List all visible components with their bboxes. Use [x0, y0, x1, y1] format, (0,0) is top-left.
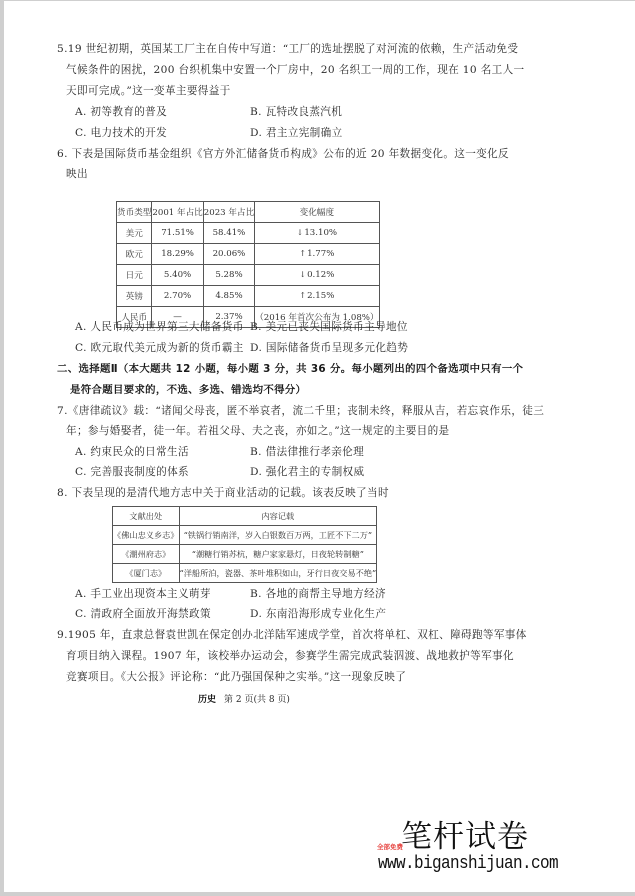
arrow-up-icon: ↑ — [299, 249, 307, 258]
table-row — [113, 564, 377, 583]
q9-stem-line-2: 育项目纳入课程。1907 年，该校举办运动会，参赛学生需完成武装泅渡、战地救护等军事化 — [66, 650, 514, 662]
change-value: 0.12% — [307, 270, 335, 280]
header-currency-type: 货币类型 — [117, 202, 152, 223]
header-content: 内容记载 — [179, 507, 377, 526]
source-cell: 《厦门志》 — [113, 564, 180, 583]
share-2001: — — [152, 307, 203, 328]
q6-stem-line-1: 6. 下表是国际货币基金组织《官方外汇储备货币构成》公布的近 20 年数据变化。这一变化反 — [57, 148, 509, 160]
share-2001: 2.70% — [152, 286, 203, 307]
q5-option-b[interactable]: B. 瓦特改良蒸汽机 — [250, 106, 343, 118]
header-2023-share: 2023 年占比 — [203, 202, 254, 223]
watermark-free-tag: 全部免费 — [377, 843, 403, 851]
q8-option-c[interactable]: C. 清政府全面放开海禁政策 — [75, 608, 211, 620]
share-2023: 20.06% — [203, 244, 254, 265]
footer-subject: 历史 — [198, 695, 217, 705]
footer-page-number: 第 2 页(共 8 页) — [224, 695, 290, 705]
currency-reserve-table — [116, 201, 380, 328]
share-2001: 18.29% — [152, 244, 203, 265]
q7-option-d[interactable]: D. 强化君主的专制权威 — [250, 466, 365, 478]
share-2023: 2.37% — [203, 307, 254, 328]
currency-name: 人民币 — [117, 307, 152, 328]
table-row — [117, 286, 380, 307]
section-2-header-line-2: 是符合题目要求的，不选、多选、错选均不得分） — [70, 384, 307, 396]
table-row — [113, 526, 377, 545]
change-value: 2.15% — [307, 291, 335, 301]
table-row — [117, 244, 380, 265]
q5-option-d[interactable]: D. 君主立宪制确立 — [250, 127, 343, 139]
q9-stem-line-1: 9.1905 年，直隶总督袁世凯在保定创办北洋陆军速成学堂，首次将单杠、双杠、障碍跑等军事体 — [57, 629, 527, 641]
currency-name: 日元 — [117, 265, 152, 286]
share-2023: 5.28% — [203, 265, 254, 286]
q7-stem-line-1: 7.《唐律疏议》载：“诸闻父母丧，匿不举哀者，流二千里；丧制未终，释服从吉，若忘哀作乐，徒三 — [57, 405, 545, 417]
change-value: 13.10% — [304, 228, 338, 238]
currency-name: 欧元 — [117, 244, 152, 265]
header-change: 变化幅度 — [255, 202, 379, 223]
source-cell: 《潮州府志》 — [113, 545, 180, 564]
source-cell: 《佛山忠义乡志》 — [113, 526, 180, 545]
q7-option-a[interactable]: A. 约束民众的日常生活 — [75, 446, 189, 458]
table-row — [117, 223, 380, 244]
share-2001: 5.40% — [152, 265, 203, 286]
currency-name: 美元 — [117, 223, 152, 244]
change-cell — [255, 286, 379, 307]
change-cell — [255, 223, 379, 244]
q5-stem-line-3: 天即可完成。”这一变革主要得益于 — [66, 85, 231, 97]
q8-stem-line-1: 8. 下表呈现的是清代地方志中关于商业活动的记载。该表反映了当时 — [57, 487, 389, 499]
local-gazetteer-table — [112, 506, 377, 583]
watermark-url: www.biganshijuan.com — [378, 853, 559, 874]
table-header-row — [113, 507, 377, 526]
content-cell: “潮糖行销苏杭，糖户家家悬灯，日夜轮转制糖” — [179, 545, 377, 564]
q6-option-d[interactable]: D. 国际储备货币呈现多元化趋势 — [250, 342, 409, 354]
share-2023: 58.41% — [203, 223, 254, 244]
share-2023: 4.85% — [203, 286, 254, 307]
change-value: （2016 年首次公布为 1.08%） — [255, 313, 379, 323]
header-source: 文献出处 — [113, 507, 180, 526]
header-2001-share: 2001 年占比 — [152, 202, 203, 223]
change-cell — [255, 265, 379, 286]
q7-option-b[interactable]: B. 借法律推行孝亲伦理 — [250, 446, 365, 458]
q6-option-a[interactable]: A. 人民币成为世界第三大储备货币 — [75, 321, 244, 333]
q6-option-b[interactable]: B. 美元已丧失国际货币主导地位 — [250, 321, 408, 333]
q5-option-c[interactable]: C. 电力技术的开发 — [75, 127, 168, 139]
arrow-up-icon: ↑ — [299, 291, 307, 300]
q6-stem-line-2: 映出 — [66, 168, 88, 180]
q7-option-c[interactable]: C. 完善服丧制度的体系 — [75, 466, 190, 478]
change-cell — [255, 244, 379, 265]
watermark-title: 笔杆试卷 — [401, 819, 529, 855]
table-header-row — [117, 202, 380, 223]
q8-option-b[interactable]: B. 各地的商帮主导地方经济 — [250, 588, 386, 600]
change-value: 1.77% — [307, 249, 335, 259]
table-row — [113, 545, 377, 564]
q5-stem-line-1: 5.19 世纪初期，英国某工厂主在自传中写道：“工厂的选址摆脱了对河流的依赖，生产活动免受 — [57, 43, 519, 55]
arrow-down-icon: ↓ — [299, 270, 307, 279]
section-2-header-line-1: 二、选择题Ⅱ（本大题共 12 小题，每小题 3 分，共 36 分。每小题列出的四个备选项中只有一个 — [57, 363, 524, 375]
q7-stem-line-2: 年；参与婚娶者，徒一年。若祖父母、夫之丧，亦如之。”这一规定的主要目的是 — [66, 425, 450, 437]
q8-option-a[interactable]: A. 手工业出现资本主义萌芽 — [75, 588, 211, 600]
page-footer — [198, 692, 290, 705]
arrow-down-icon: ↓ — [296, 228, 304, 237]
currency-name: 英镑 — [117, 286, 152, 307]
q6-option-c[interactable]: C. 欧元取代美元成为新的货币霸主 — [75, 342, 244, 354]
q5-stem-line-2: 气候条件的困扰，200 台织机集中安置一个厂房中，20 名织工一周的工作，现在 10 名工人一 — [66, 64, 525, 76]
content-cell: “洋船所泊，瓷器、茶叶堆积如山，牙行日夜交易不绝” — [179, 564, 377, 583]
content-cell: “铁锅行销南洋，岁入白银数百万两，工匠不下二万” — [179, 526, 377, 545]
table-row — [117, 265, 380, 286]
q8-option-d[interactable]: D. 东南沿海形成专业化生产 — [250, 608, 387, 620]
share-2001: 71.51% — [152, 223, 203, 244]
q9-stem-line-3: 竞赛项目。《大公报》评论称：“此乃强国保种之实举。”这一现象反映了 — [66, 671, 407, 683]
q5-option-a[interactable]: A. 初等教育的普及 — [75, 106, 168, 118]
